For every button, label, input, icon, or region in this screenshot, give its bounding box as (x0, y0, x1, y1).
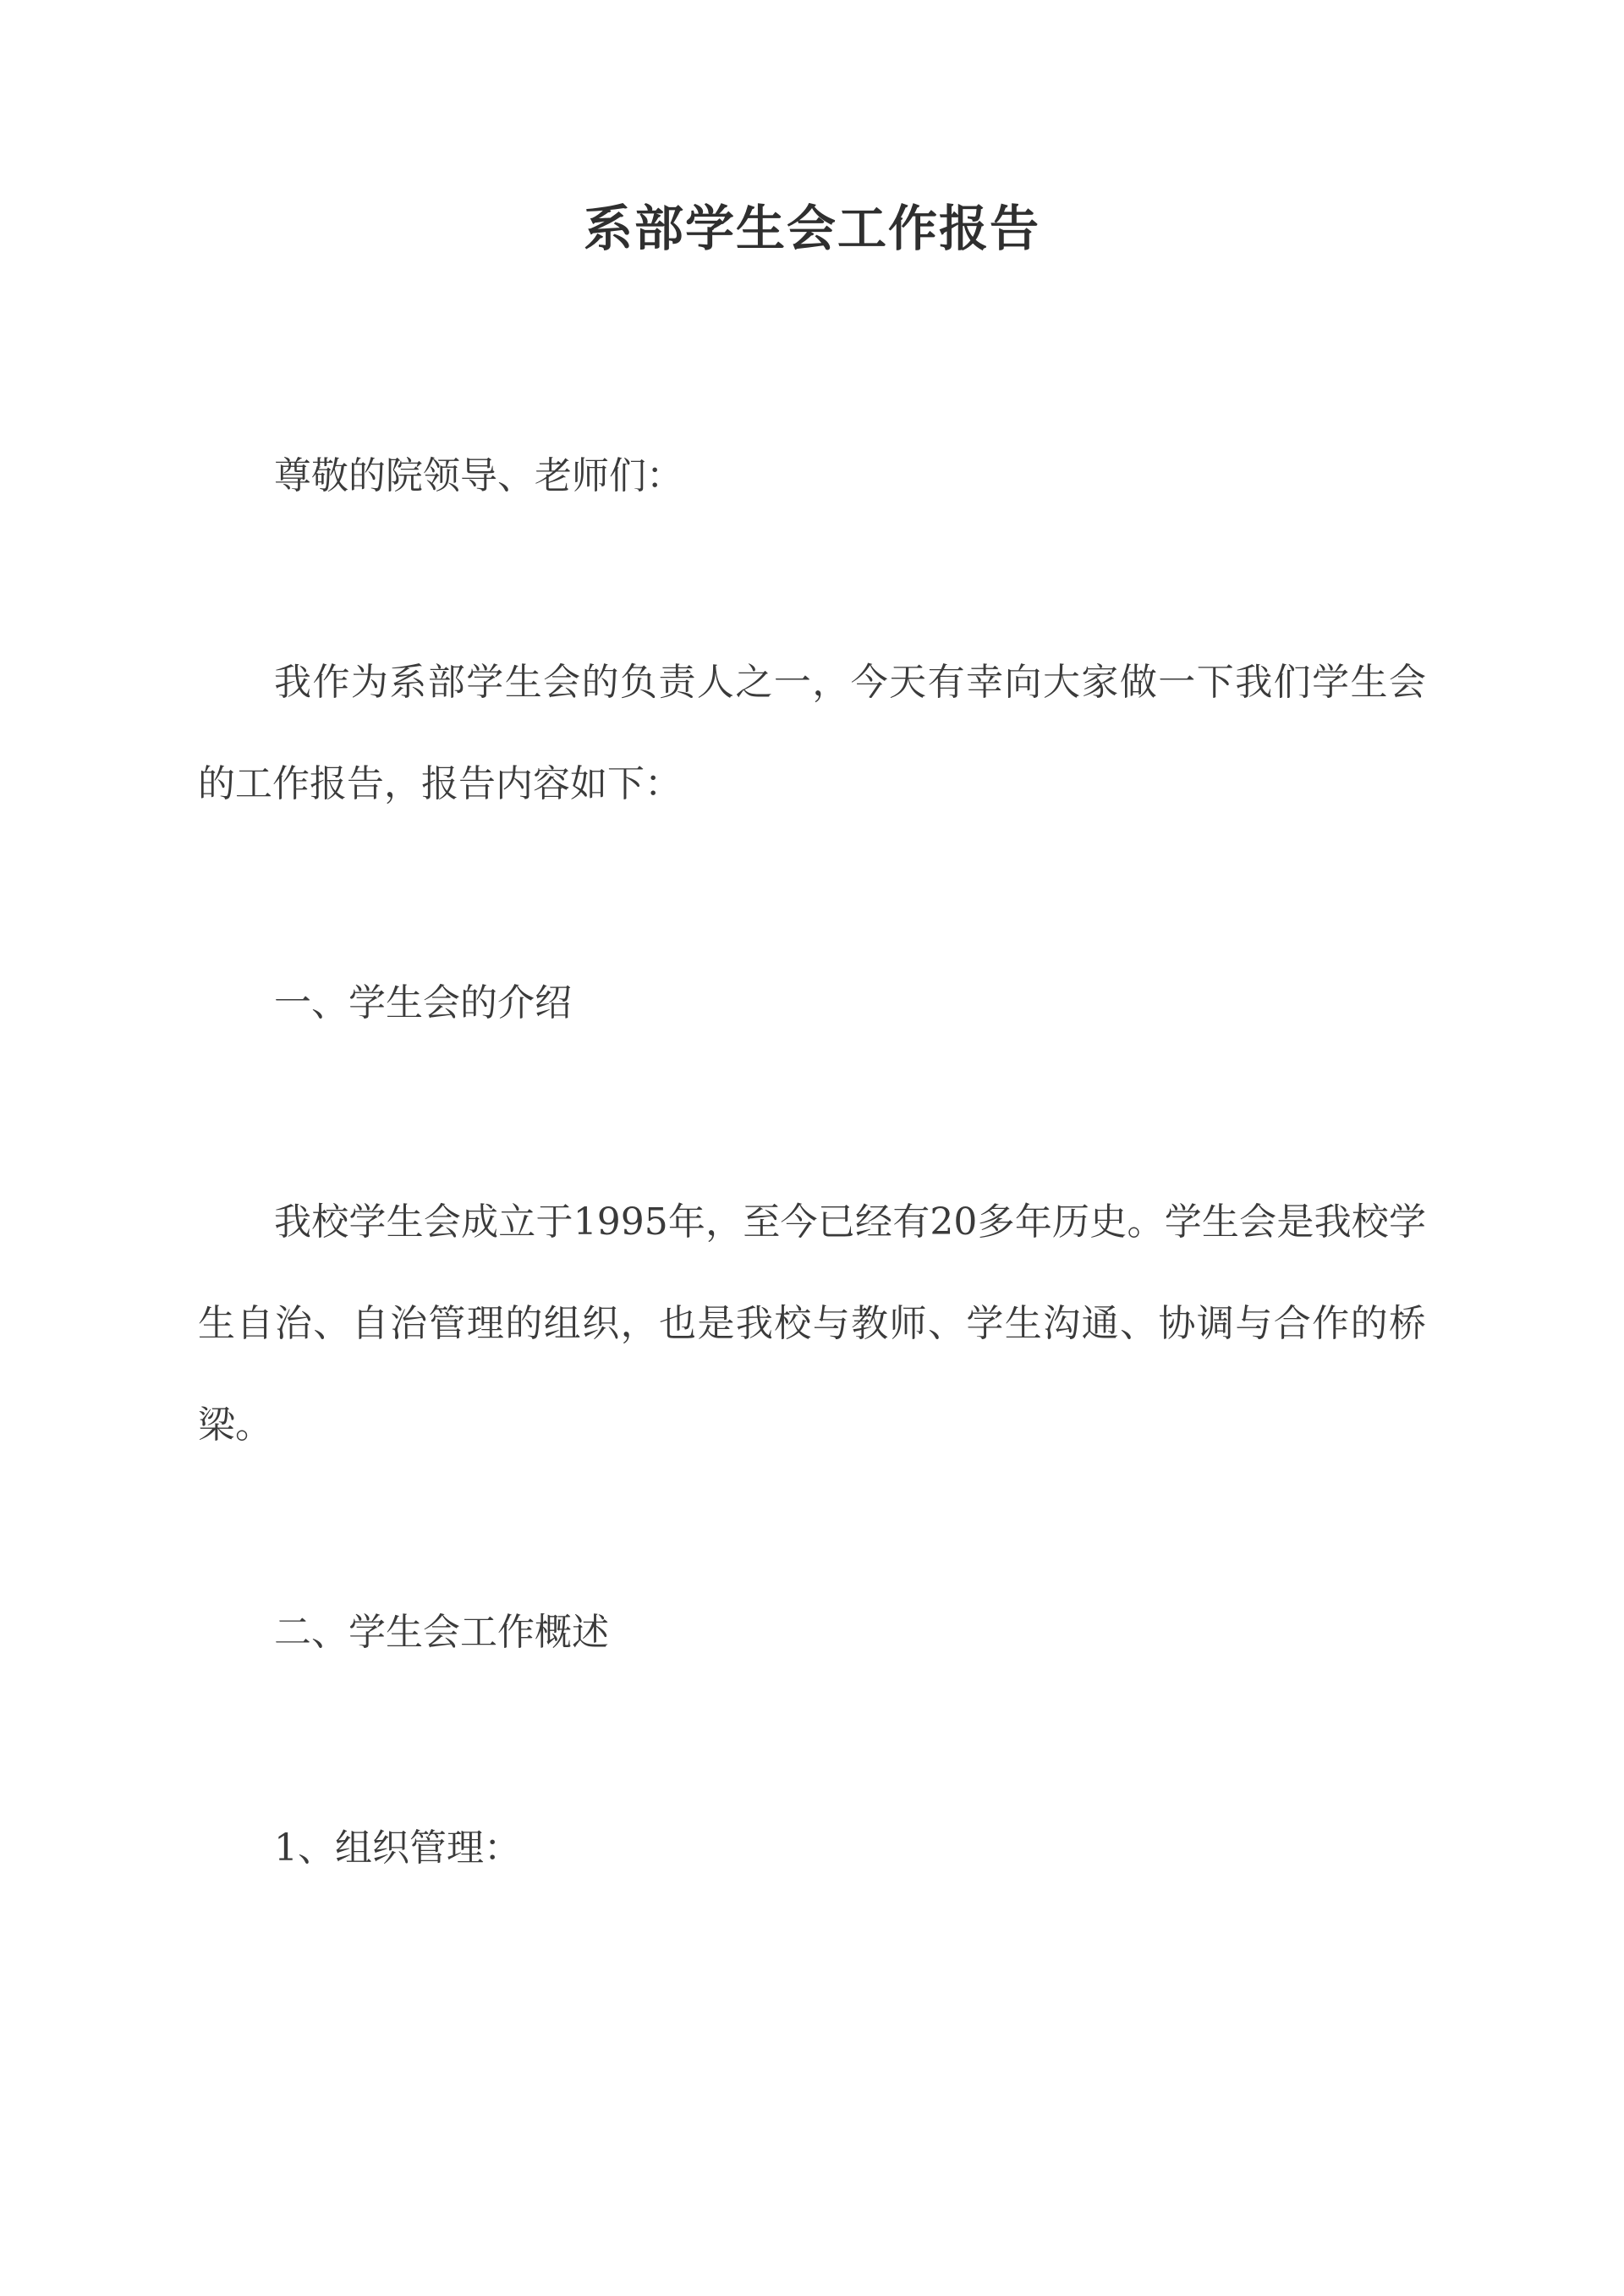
subsection-heading-organization-management: 1、组织管理： (274, 1826, 521, 1870)
student-union-introduction-paragraph: 我校学生会成立于1995年，至今已经有20多年历史。学生会是我校学生自治、自治管理的组织，也是我校与教师、学生沟通、协调与合作的桥梁。 (198, 1200, 1426, 1447)
intro-paragraph: 我作为系部学生会的负责人之一，今天有幸向大家做一下我们学生会的工作报告，报告内容如下： (198, 661, 1426, 805)
section-heading-two: 二、学生会工作概述 (274, 1611, 609, 1654)
salutation-paragraph: 尊敬的院领导、老师们： (274, 454, 683, 497)
section-heading-one: 一、学生会的介绍 (274, 981, 572, 1024)
document-title: 系部学生会工作报告 (583, 200, 1040, 257)
